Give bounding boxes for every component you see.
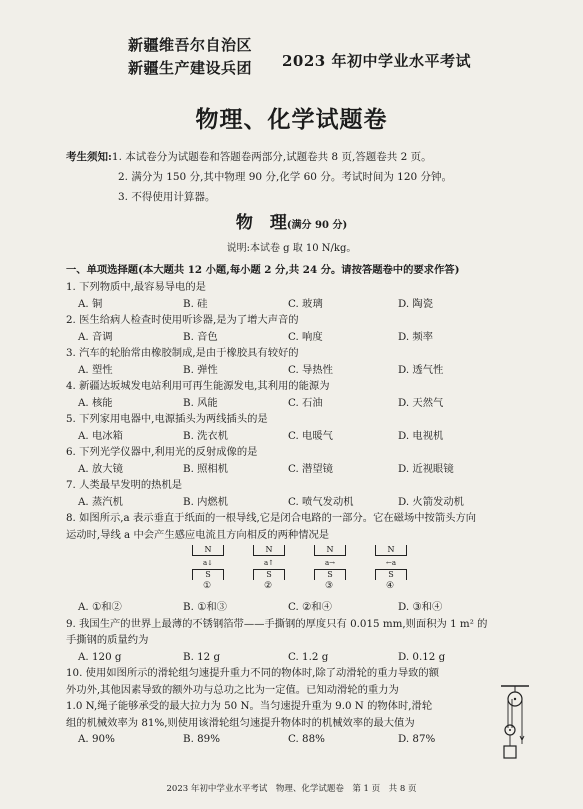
notice-line-2: 2. 满分为 150 分,其中物理 90 分,化学 60 分。考试时间为 120 分钟。 — [118, 171, 453, 183]
question-10 — [66, 665, 518, 748]
option-row — [66, 649, 518, 666]
magnet-figure — [245, 543, 306, 599]
wire-motion: a→ — [324, 559, 336, 567]
north-pole: N — [314, 545, 346, 556]
option-a: A. 音调 — [78, 330, 113, 343]
wire-motion: a↓ — [202, 559, 214, 567]
option-b: B. 12 g — [183, 650, 221, 663]
option-b: B. 89% — [183, 733, 220, 745]
question-4 — [66, 378, 518, 411]
section-heading: 一、单项选择题(本大题共 12 小题,每小题 2 分,共 24 分。请按答题卷中的要求作答) — [66, 264, 460, 276]
option-c: C. 玻璃 — [288, 297, 323, 310]
figure-number: ② — [263, 581, 273, 591]
subject-name: 物 理 — [235, 213, 287, 233]
option-b: B. 洗衣机 — [183, 429, 229, 442]
figure-number: ① — [202, 581, 212, 591]
question-stem-continued: 手撕钢的质量约为 — [66, 634, 149, 646]
option-c: C. 响度 — [288, 330, 323, 343]
option-b: B. ①和③ — [183, 601, 227, 613]
subject-note: 说明:本试卷 g 取 10 N/kg。 — [226, 243, 357, 254]
magnet-figures — [184, 543, 518, 599]
option-d: D. 近视眼镜 — [398, 462, 454, 475]
option-c: C. ②和④ — [288, 601, 332, 613]
option-row — [66, 494, 518, 511]
notice-item: 1. 本试卷分为试题卷和答题卷两部分,试题卷共 8 页,答题卷共 2 页。 — [111, 151, 432, 163]
option-b: B. 照相机 — [183, 462, 229, 475]
wire-motion: ←a — [385, 559, 397, 567]
question-7 — [66, 477, 518, 510]
question-stem: 7. 人类最早发明的热机是 — [66, 479, 183, 491]
question-stem: 8. 如图所示,a 表示垂直于纸面的一根导线,它是闭合电路的一部分。它在磁场中按箭头方向 — [66, 512, 477, 524]
option-a: A. 核能 — [78, 396, 113, 409]
question-stem: 5. 下列家用电器中,电源插头为两线插头的是 — [66, 413, 268, 425]
option-d: D. 火箭发动机 — [398, 495, 464, 508]
option-c: C. 电暖气 — [288, 429, 333, 442]
question-1 — [66, 279, 518, 312]
option-a: A. 90% — [78, 733, 115, 745]
question-5 — [66, 411, 518, 444]
exam-name: 2023 年初中学业水平考试 — [282, 52, 471, 70]
south-pole: S — [375, 569, 407, 580]
subject-score: (满分 90 分) — [286, 220, 348, 231]
option-b: B. 弹性 — [183, 363, 218, 376]
question-stem: 9. 我国生产的世界上最薄的不锈钢箔带——手撕钢的厚度只有 0.015 mm,则面积为 1 m² 的 — [66, 617, 488, 630]
option-a: A. 电冰箱 — [78, 429, 123, 442]
option-row — [66, 731, 518, 748]
option-d: D. 陶瓷 — [398, 297, 434, 310]
notice-line-1 — [66, 147, 452, 167]
question-6 — [66, 444, 518, 477]
south-pole: S — [253, 569, 285, 580]
region-line-1: 新疆维吾尔自治区 — [128, 36, 253, 54]
figure-number: ④ — [385, 581, 395, 591]
option-c: C. 潜望镜 — [288, 462, 333, 475]
subject-title — [0, 208, 583, 233]
option-d: D. 天然气 — [398, 396, 444, 409]
option-b: B. 内燃机 — [183, 495, 229, 508]
option-row — [66, 296, 518, 313]
option-c: C. 导热性 — [288, 363, 333, 376]
region-line-2: 新疆生产建设兵团 — [128, 59, 253, 77]
option-a: A. ①和② — [78, 601, 122, 613]
option-a: A. 铜 — [78, 297, 103, 310]
question-2 — [66, 312, 518, 345]
option-a: A. 120 g — [78, 650, 122, 663]
option-c: C. 喷气发动机 — [288, 495, 354, 508]
south-pole: S — [314, 569, 346, 580]
option-b: B. 风能 — [183, 396, 218, 409]
question-stem-continued: 外功外,其他因素导致的额外功与总功之比为一定值。已知动滑轮的重力为 — [66, 683, 399, 696]
question-9 — [66, 616, 518, 666]
question-stem: 4. 新疆达坂城发电站利用可再生能源发电,其利用的能源为 — [66, 380, 330, 392]
option-d: D. 频率 — [398, 330, 434, 343]
option-row — [66, 395, 518, 412]
option-row — [66, 461, 518, 478]
notice-label: 考生须知: — [66, 151, 112, 163]
question-stem-continued: 运动时,导线 a 中会产生感应电流且方向相反的两种情况是 — [66, 528, 330, 541]
option-a: A. 蒸汽机 — [78, 495, 123, 508]
figure-number: ③ — [324, 581, 334, 591]
question-stem: 10. 使用如图所示的滑轮组匀速提升重力不同的物体时,除了动滑轮的重力导致的额 — [66, 667, 440, 679]
north-pole: N — [253, 545, 285, 556]
question-stem-continued: 1.0 N,绳子能够承受的最大拉力为 50 N。当匀速提升重为 9.0 N 的物体时,滑轮 — [66, 700, 433, 712]
option-row — [66, 362, 518, 379]
option-d: D. ③和④ — [398, 601, 443, 613]
question-8 — [66, 510, 518, 616]
north-pole: N — [192, 545, 224, 556]
magnet-figure — [184, 543, 245, 599]
question-stem: 3. 汽车的轮胎常由橡胶制成,是由于橡胶具有较好的 — [66, 347, 299, 359]
page-footer: 2023 年初中学业水平考试 物理、化学试题卷 第 1 页 共 8 页 — [166, 784, 417, 794]
option-b: B. 音色 — [183, 330, 218, 343]
option-a: A. 塑性 — [78, 363, 113, 376]
region-header — [128, 34, 252, 80]
option-d: D. 87% — [398, 733, 436, 745]
south-pole: S — [192, 569, 224, 580]
option-row — [66, 599, 518, 616]
option-d: D. 电视机 — [398, 429, 444, 442]
paper-title: 物理、化学试题卷 — [195, 106, 388, 133]
option-row — [66, 428, 518, 445]
notice-block — [66, 147, 452, 207]
option-d: D. 透气性 — [398, 363, 444, 376]
option-d: D. 0.12 g — [398, 650, 446, 663]
option-b: B. 硅 — [183, 297, 208, 310]
option-c: C. 88% — [288, 733, 325, 745]
pulley-system-figure — [499, 684, 531, 764]
question-area — [66, 262, 518, 748]
option-c: C. 石油 — [288, 396, 323, 409]
option-a: A. 放大镜 — [78, 462, 123, 475]
question-3 — [66, 345, 518, 378]
option-row — [66, 329, 518, 346]
question-stem-continued: 组的机械效率为 81%,则使用该滑轮组匀速提升物体时的机械效率的最大值为 — [66, 716, 415, 729]
question-stem: 6. 下列光学仪器中,利用光的反射成像的是 — [66, 446, 258, 458]
question-stem: 1. 下列物质中,最容易导电的是 — [66, 281, 206, 293]
option-c: C. 1.2 g — [288, 650, 329, 663]
magnet-figure — [367, 543, 428, 599]
notice-line-3: 3. 不得使用计算器。 — [118, 191, 216, 203]
magnet-figure — [306, 543, 367, 599]
wire-motion: a↑ — [263, 559, 275, 567]
question-stem: 2. 医生给病人检查时使用听诊器,是为了增大声音的 — [66, 314, 299, 326]
north-pole: N — [375, 545, 407, 556]
